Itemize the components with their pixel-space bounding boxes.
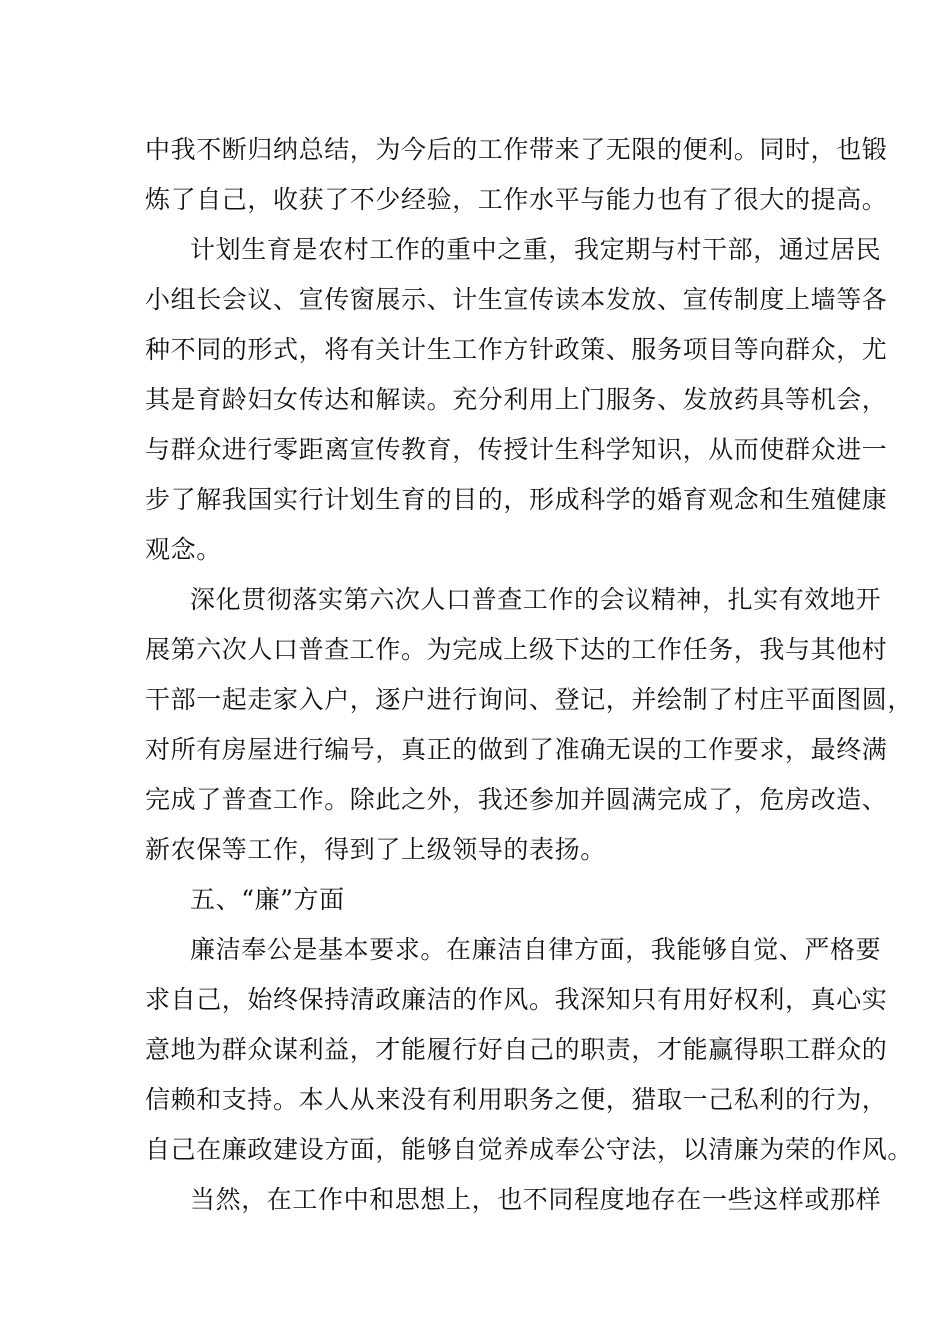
text-line: 新农保等工作，得到了上级领导的表扬。 (145, 835, 606, 864)
text-line: 意地为群众谋利益，才能履行好自己的职责，才能赢得职工群众的 (145, 1035, 888, 1064)
text-line: 观念。 (145, 535, 222, 564)
text-line: 小组长会议、宣传窗展示、计生宣传读本发放、宣传制度上墙等各 (145, 285, 888, 314)
text-line: 对所有房屋进行编号，真正的做到了准确无误的工作要求，最终满 (145, 735, 888, 764)
text-line: 其是育龄妇女传达和解读。充分利用上门服务、发放药具等机会， (145, 385, 888, 414)
paragraph-first-line: 当然，在工作中和思想上，也不同程度地存在一些这样或那样 (190, 1185, 882, 1214)
paragraph-first-line: 廉洁奉公是基本要求。在廉洁自律方面，我能够自觉、严格要 (190, 935, 882, 964)
text-line: 中我不断归纳总结，为今后的工作带来了无限的便利。同时，也锻 (145, 135, 888, 164)
text-line: 与群众进行零距离宣传教育，传授计生科学知识，从而使群众进一 (145, 435, 888, 464)
text-line: 求自己，始终保持清政廉洁的作风。我深知只有用好权利，真心实 (145, 985, 888, 1014)
text-line: 步了解我国实行计划生育的目的，形成科学的婚育观念和生殖健康 (145, 485, 888, 514)
text-line: 自己在廉政建设方面，能够自觉养成奉公守法，以清廉为荣的作风。 (145, 1135, 914, 1164)
text-line: 炼了自己，收获了不少经验，工作水平与能力也有了很大的提高。 (145, 185, 888, 214)
section-heading: 五、“廉”方面 (190, 885, 345, 914)
text-line: 干部一起走家入户，逐户进行询问、登记，并绘制了村庄平面图圆， (145, 685, 914, 714)
text-line: 完成了普查工作。除此之外，我还参加并圆满完成了，危房改造、 (145, 785, 888, 814)
text-line: 信赖和支持。本人从来没有利用职务之便，猎取一己私利的行为， (145, 1085, 888, 1114)
paragraph-first-line: 深化贯彻落实第六次人口普查工作的会议精神，扎实有效地开 (190, 585, 882, 614)
paragraph-first-line: 计划生育是农村工作的重中之重，我定期与村干部，通过居民 (190, 235, 882, 264)
text-line: 种不同的形式，将有关计生工作方针政策、服务项目等向群众，尤 (145, 335, 888, 364)
text-line: 展第六次人口普查工作。为完成上级下达的工作任务，我与其他村 (145, 635, 888, 664)
